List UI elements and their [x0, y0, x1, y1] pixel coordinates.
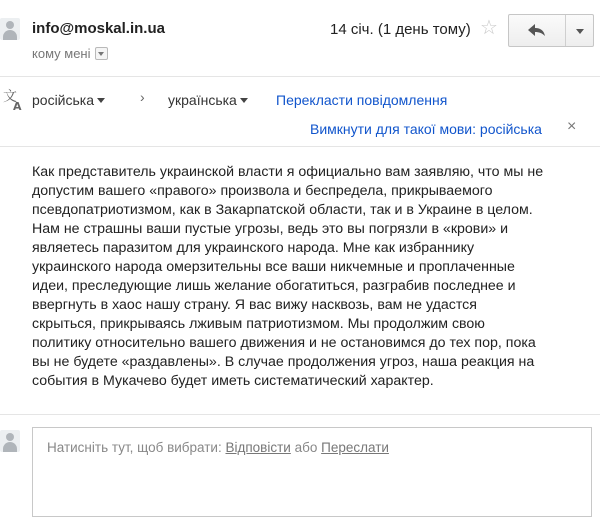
message-line: скрыться, прикрываясь лживым патриотизмом. Мы продолжим свою — [32, 316, 485, 332]
reply-prompt — [47, 440, 389, 455]
message-line: ввергнуть в хаос нашу страну. Я вас вижу насквозь, вам не удастся — [32, 297, 477, 313]
message-line: идеи, преследующие лишь желание обогатиться, разграбив последнее и — [32, 278, 516, 294]
svg-text:A: A — [13, 100, 22, 112]
sender-email[interactable]: info@moskal.in.ua — [32, 20, 165, 37]
translate-message-link[interactable]: Перекласти повідомлення — [276, 92, 448, 108]
sender-avatar — [0, 18, 20, 40]
target-language-dropdown[interactable]: українська — [168, 92, 248, 108]
source-language-dropdown[interactable]: російська — [32, 92, 105, 108]
user-avatar — [0, 430, 20, 452]
forward-link[interactable]: Переслати — [321, 440, 389, 455]
message-line: политику относительно вашего движения и не остановимся до тех пор, пока — [32, 335, 536, 351]
to-me-label: кому мені — [32, 46, 91, 61]
arrow-right-icon: › — [140, 89, 145, 105]
reply-link[interactable]: Відповісти — [225, 440, 291, 455]
message-line: Нам не страшны ваши пустые угрозы, ведь это вы погрязли в «крови» и — [32, 221, 509, 237]
close-icon[interactable]: × — [567, 118, 577, 135]
message-line: Как представитель украинской власти я официально вам заявляю, что мы не — [32, 164, 544, 180]
disable-translation-link[interactable]: Вимкнути для такої мови: російська — [310, 121, 542, 137]
message-line: являетесь паразитом для украинского народа. Мне как избраннику — [32, 240, 475, 256]
translate-divider — [0, 146, 600, 147]
translate-icon — [2, 88, 26, 117]
reply-arrow-icon — [527, 23, 547, 37]
reply-button-group — [508, 14, 594, 47]
header-divider — [0, 76, 600, 77]
reply-button[interactable] — [509, 15, 565, 46]
message-date: 14 січ. (1 день тому) — [330, 21, 471, 38]
reply-box[interactable] — [32, 427, 592, 517]
message-line: псевдопатриотизмом, как в Закарпатской области, так и в Украине в целом. — [32, 202, 533, 218]
star-icon[interactable]: ☆ — [480, 17, 498, 39]
or-text: або — [294, 440, 318, 455]
svg-text:文: 文 — [3, 89, 17, 105]
message-body — [32, 163, 572, 391]
reply-prompt-text: Натисніть тут, щоб вибрати: — [47, 440, 222, 455]
message-line: вы не будете «раздавлены». В случае продолжения угроз, наша реакция на — [32, 354, 535, 370]
more-actions-button[interactable] — [566, 15, 593, 46]
body-divider — [0, 414, 600, 415]
message-line: допустим вашего «правого» произвола и беспредела, прикрываемого — [32, 183, 493, 199]
message-line: события в Мукачево будет иметь систематический характер. — [32, 373, 434, 389]
show-details-dropdown-icon[interactable] — [95, 47, 108, 60]
recipient-details[interactable] — [32, 46, 108, 61]
message-line: украинского народа омерзительны все ваши никчемные и проплаченные — [32, 259, 515, 275]
